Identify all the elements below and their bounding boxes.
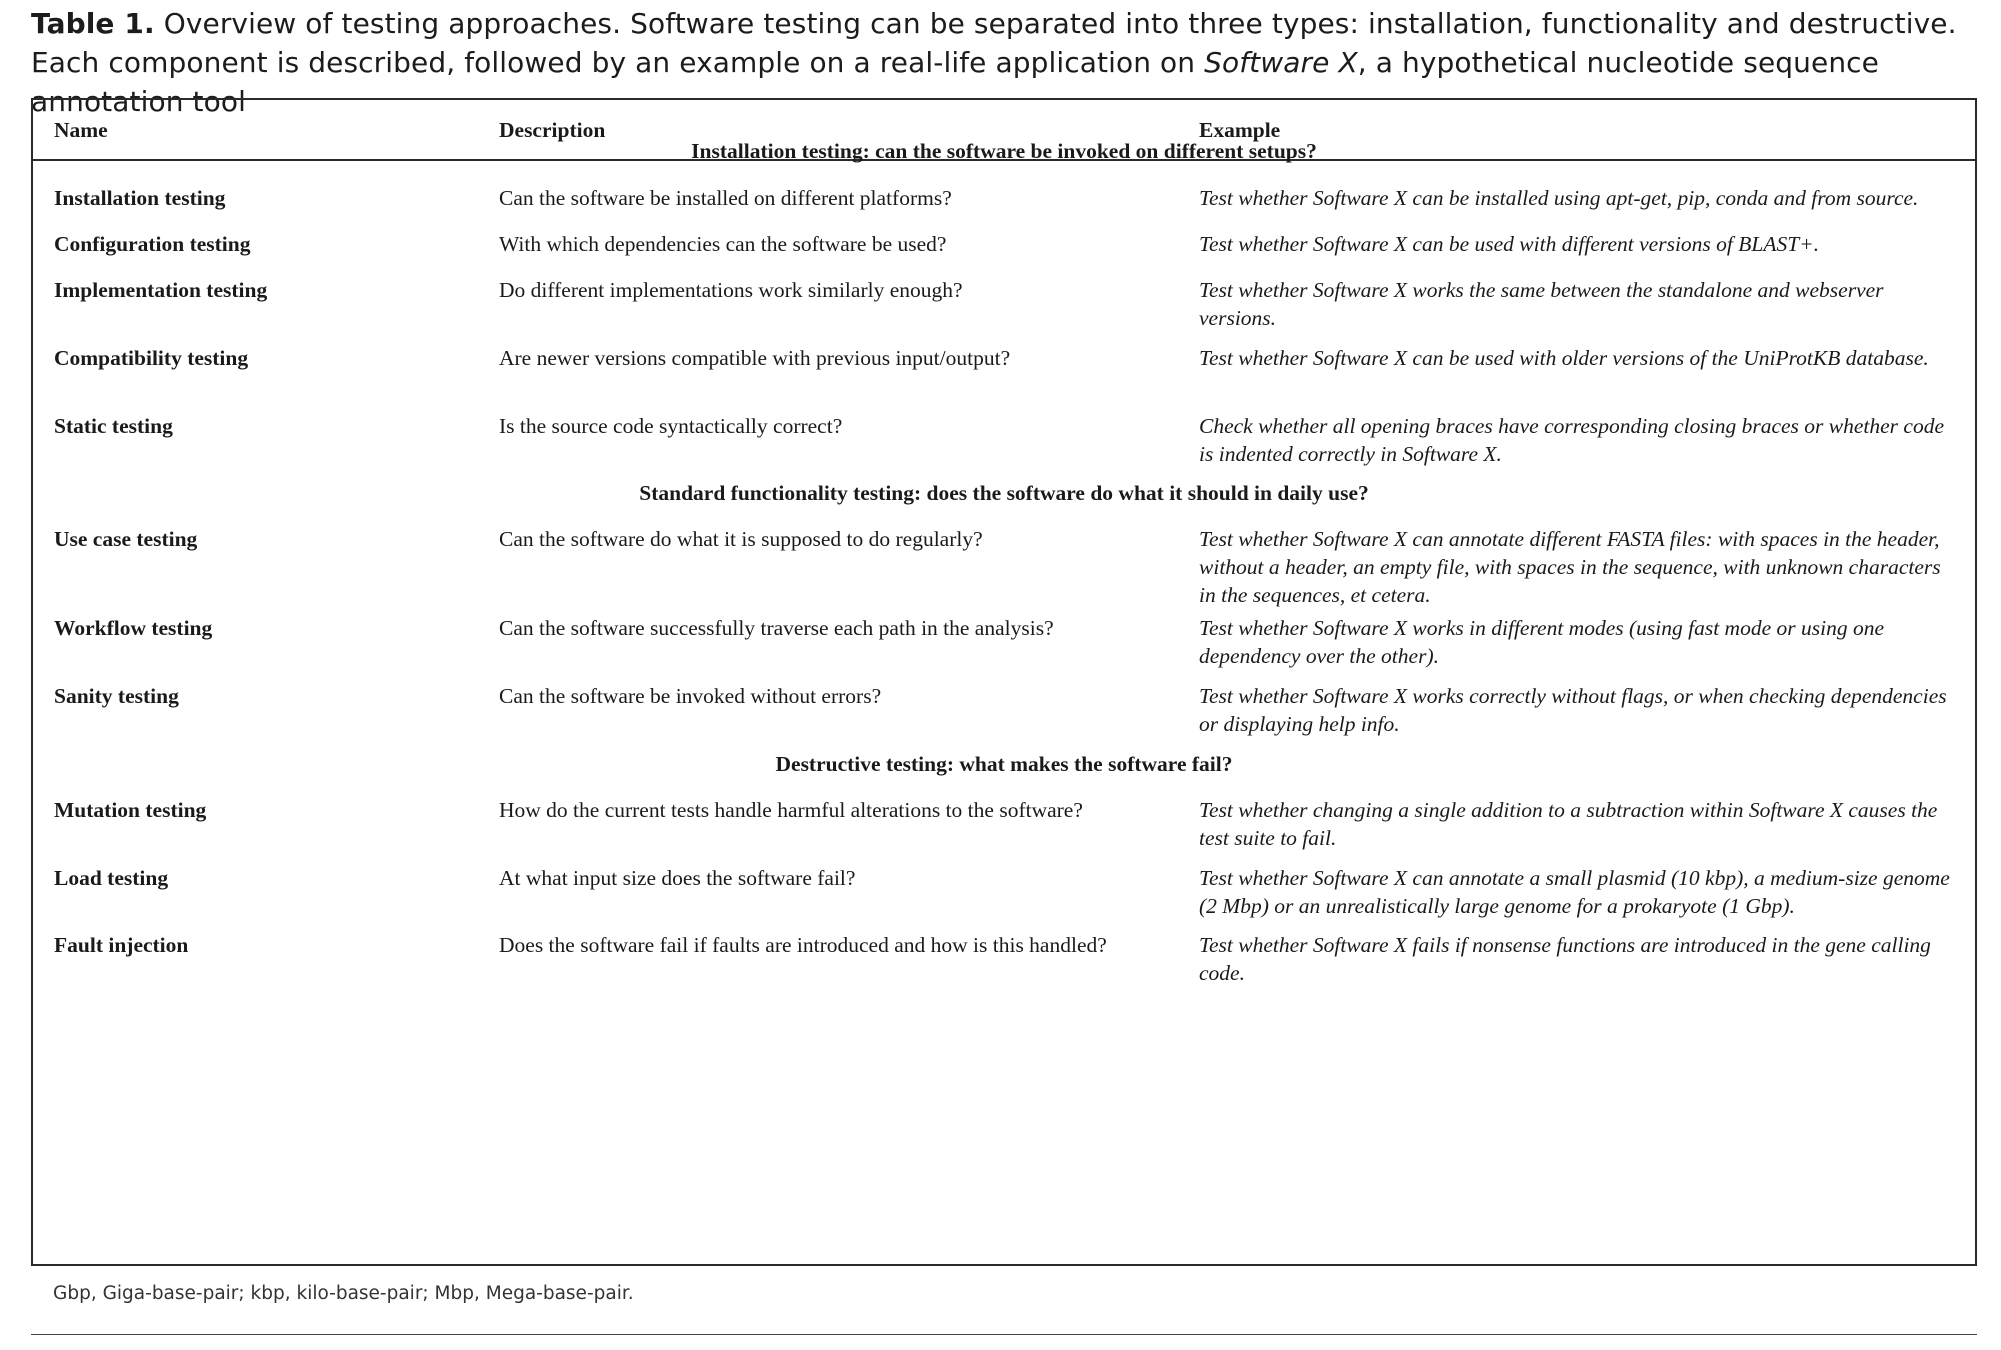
table-footnote: Gbp, Giga-base-pair; kbp, kilo-base-pair; Mbp, Mega-base-pair. <box>53 1283 634 1304</box>
row-description: How do the current tests handle harmful alterations to the software? <box>499 798 1083 822</box>
row-name: Mutation testing <box>54 798 207 822</box>
section-title-functionality: Standard functionality testing: does the software do what it should in daily use? <box>639 481 1369 505</box>
row-example: Test whether Software X works the same between the standalone and webserver versions. <box>1199 278 1884 330</box>
row-name: Fault injection <box>54 933 189 957</box>
header-name: Name <box>54 118 108 142</box>
row-name: Workflow testing <box>54 616 213 640</box>
row-name: Installation testing <box>54 186 226 210</box>
row-name: Sanity testing <box>54 684 179 708</box>
row-name: Load testing <box>54 866 169 890</box>
row-example: Test whether Software X can annotate different FASTA files: with spaces in the header, without a header, an empty file, with spaces in the sequence, with unknown characters in the sequences, et cetera. <box>1199 527 1941 607</box>
testing-approaches-table <box>31 98 1977 1266</box>
row-description: Can the software be installed on different platforms? <box>499 186 952 210</box>
row-name: Use case testing <box>54 527 198 551</box>
caption-software-name: Software X <box>1204 46 1358 79</box>
row-example: Test whether Software X can be used with different versions of BLAST+. <box>1199 232 1820 256</box>
row-example: Test whether Software X works in different modes (using fast mode or using one dependency over the other). <box>1199 616 1884 668</box>
row-description: Can the software be invoked without errors? <box>499 684 882 708</box>
row-description: With which dependencies can the software be used? <box>499 232 947 256</box>
caption-text-after: , a hypothetical nucleotide sequence annotation tool <box>31 46 1879 118</box>
row-description: At what input size does the software fail? <box>499 866 856 890</box>
row-example: Test whether Software X can be installed using apt-get, pip, conda and from source. <box>1199 186 1919 210</box>
header-example: Example <box>1199 118 1281 142</box>
row-example: Test whether Software X can annotate a small plasmid (10 kbp), a medium-size genome (2 Mbp) or an unrealistically large genome for a prokaryote (1 Gbp). <box>1199 866 1950 918</box>
caption-label: Table 1. <box>31 7 155 40</box>
row-name: Compatibility testing <box>54 346 249 370</box>
row-description: Is the source code syntactically correct? <box>499 414 843 438</box>
row-name: Configuration testing <box>54 232 251 256</box>
bottom-divider <box>31 1334 1977 1335</box>
section-title-destructive: Destructive testing: what makes the software fail? <box>775 752 1233 776</box>
row-name: Static testing <box>54 414 173 438</box>
row-description: Are newer versions compatible with previous input/output? <box>499 346 1011 370</box>
row-example: Check whether all opening braces have corresponding closing braces or whether code is indented correctly in Software X. <box>1199 414 1944 466</box>
caption-text-before: Overview of testing approaches. Software testing can be separated into three types: installation, functionality and destructive. Each component is described, followed by an example on a real-life application on <box>31 7 1957 79</box>
row-description: Does the software fail if faults are introduced and how is this handled? <box>499 933 1107 957</box>
row-example: Test whether Software X works correctly without flags, or when checking dependencies or displaying help info. <box>1199 684 1947 736</box>
row-description: Can the software successfully traverse each path in the analysis? <box>499 616 1054 640</box>
row-example: Test whether Software X can be used with older versions of the UniProtKB database. <box>1199 346 1929 370</box>
row-description: Do different implementations work similarly enough? <box>499 278 963 302</box>
row-example: Test whether Software X fails if nonsense functions are introduced in the gene calling code. <box>1199 933 1931 985</box>
row-name: Implementation testing <box>54 278 268 302</box>
row-description: Can the software do what it is supposed to do regularly? <box>499 527 983 551</box>
section-title-installation: Installation testing: can the software be invoked on different setups? <box>691 139 1317 163</box>
row-example: Test whether changing a single addition to a subtraction within Software X causes the test suite to fail. <box>1199 798 1938 850</box>
header-description: Description <box>499 118 606 142</box>
